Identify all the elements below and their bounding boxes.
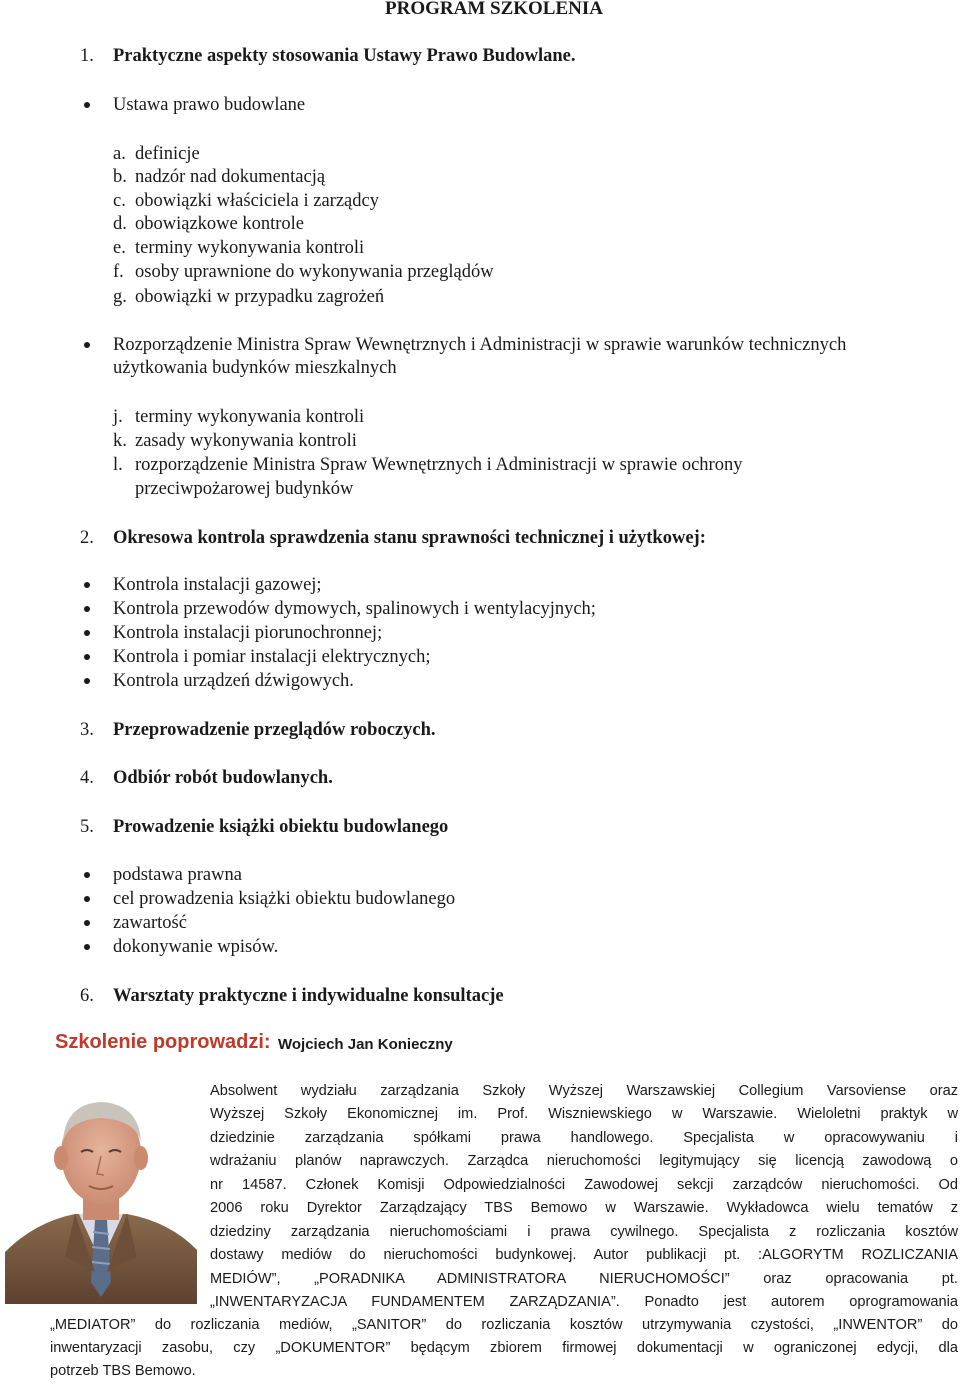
s1-bullet-rozporzadzenie-cont: użytkowania budynków mieszkalnych <box>113 358 397 378</box>
presenter-label: Szkolenie poprowadzi: <box>55 1031 271 1053</box>
bullet-icon <box>84 920 90 926</box>
section-4-heading: Odbiór robót budowlanych. <box>113 768 333 788</box>
list-item: definicje <box>135 144 200 164</box>
s2-item: Kontrola urządzeń dźwigowych. <box>113 671 354 691</box>
section-3-heading: Przeprowadzenie przeglądów roboczych. <box>113 720 436 740</box>
list-letter: l. <box>113 455 123 475</box>
list-letter: d. <box>113 214 127 234</box>
section-1-number: 1. <box>80 46 94 66</box>
bullet-icon <box>84 630 90 636</box>
section-6-heading: Warsztaty praktyczne i indywidualne konsultacje <box>113 986 504 1006</box>
bio-line: Absolwent wydziału zarządzania Szkoły Wyższej Warszawskiej Collegium Varsoviense oraz <box>210 1083 958 1099</box>
bullet-icon <box>84 872 90 878</box>
list-letter: k. <box>113 431 127 451</box>
list-item: obowiązki w przypadku zagrożeń <box>135 287 385 307</box>
list-item: nadzór nad dokumentacją <box>135 167 326 187</box>
list-letter: b. <box>113 167 127 187</box>
list-letter: g. <box>113 287 127 307</box>
s5-item: cel prowadzenia książki obiektu budowlanego <box>113 889 456 909</box>
bullet-icon <box>84 654 90 660</box>
section-2-heading: Okresowa kontrola sprawdzenia stanu sprawności technicznej i użytkowej: <box>113 528 706 548</box>
s2-item: Kontrola instalacji piorunochronnej; <box>113 623 383 643</box>
list-item: zasady wykonywania kontroli <box>135 431 357 451</box>
section-5-heading: Prowadzenie książki obiektu budowlanego <box>113 817 449 837</box>
s2-item: Kontrola przewodów dymowych, spalinowych i wentylacyjnych; <box>113 599 596 619</box>
list-letter: c. <box>113 191 126 211</box>
s2-item: Kontrola instalacji gazowej; <box>113 575 322 595</box>
section-2-number: 2. <box>80 528 94 548</box>
s5-item: zawartość <box>113 913 187 933</box>
presenter-name: Wojciech Jan Konieczny <box>278 1036 453 1053</box>
bio-line: „INWENTARYZACJA FUNDAMENTEM ZARZĄDZANIA”. Ponadto jest autorem oprogramowania <box>210 1294 958 1310</box>
s1-bullet-rozporzadzenie: Rozporządzenie Ministra Spraw Wewnętrznych i Administracji w sprawie warunków technicznych <box>113 335 847 355</box>
page-title: PROGRAM SZKOLENIA <box>385 0 603 19</box>
bio-line: dziedzinie zarządzania spółkami prawa handlowego. Specjalista w opracowywaniu i <box>210 1130 958 1146</box>
bio-line: wdrażaniu planów naprawczych. Zarządca nieruchomości legitymujący się licencją zawodową o <box>210 1153 958 1169</box>
list-item: rozporządzenie Ministra Spraw Wewnętrznych i Administracji w sprawie ochrony <box>135 455 743 475</box>
bio-line: potrzeb TBS Bemowo. <box>50 1363 196 1379</box>
bullet-icon <box>84 606 90 612</box>
s1-bullet-ustawa: Ustawa prawo budowlane <box>113 95 306 115</box>
list-letter: e. <box>113 238 126 258</box>
list-item: terminy wykonywania kontroli <box>135 238 365 258</box>
section-1-heading: Praktyczne aspekty stosowania Ustawy Prawo Budowlane. <box>113 46 576 66</box>
bio-line: inwentaryzacji zasobu, czy „DOKUMENTOR” będącym zbiorem firmowej dokumentacji w ograniczonej edycji, dla <box>50 1340 958 1356</box>
bio-line: 2006 roku Dyrektor Zarządzający TBS Bemowo w Warszawie. Wykładowca wielu tematów z <box>210 1200 958 1216</box>
section-3-number: 3. <box>80 720 94 740</box>
section-4-number: 4. <box>80 768 94 788</box>
list-letter: f. <box>113 262 124 282</box>
bio-line: dostawy mediów do nieruchomości budynkowej. Autor publikacji pt. :ALGORYTM ROZLICZANIA <box>210 1247 958 1263</box>
s5-item: podstawa prawna <box>113 865 242 885</box>
presenter-photo <box>5 1082 197 1304</box>
bullet-icon <box>84 582 90 588</box>
section-5-number: 5. <box>80 817 94 837</box>
list-item-cont: przeciwpożarowej budynków <box>135 479 354 499</box>
bio-line: MEDIÓW”, „PORADNIKA ADMINISTRATORA NIERUCHOMOŚCI” oraz opracowania pt. <box>210 1271 958 1287</box>
bio-line: dziedziny zarządzania nieruchomościami i prawa cywilnego. Specjalista z rozliczania kosztów <box>210 1224 958 1240</box>
bio-line: nr 14587. Członek Komisji Odpowiedzialności Zawodowej sekcji zarządców nieruchomości. Od <box>210 1177 958 1193</box>
bullet-icon <box>84 944 90 950</box>
bullet-icon <box>84 102 90 108</box>
bullet-icon <box>84 678 90 684</box>
list-item: osoby uprawnione do wykonywania przeglądów <box>135 262 494 282</box>
bullet-icon <box>84 342 90 348</box>
s5-item: dokonywanie wpisów. <box>113 937 279 957</box>
list-item: terminy wykonywania kontroli <box>135 407 365 427</box>
s2-item: Kontrola i pomiar instalacji elektrycznych; <box>113 647 431 667</box>
list-letter: j. <box>113 407 123 427</box>
list-item: obowiązkowe kontrole <box>135 214 305 234</box>
list-letter: a. <box>113 144 126 164</box>
list-item: obowiązki właściciela i zarządcy <box>135 191 379 211</box>
bio-line: „MEDIATOR” do rozliczania mediów, „SANITOR” do rozliczania kosztów utrzymywania czystości, „INWENTOR” do <box>50 1317 958 1333</box>
section-6-number: 6. <box>80 986 94 1006</box>
bullet-icon <box>84 896 90 902</box>
bio-line: Wyższej Szkoły Ekonomicznej im. Prof. Wiszniewskiego w Warszawie. Wieloletni praktyk w <box>210 1106 958 1122</box>
